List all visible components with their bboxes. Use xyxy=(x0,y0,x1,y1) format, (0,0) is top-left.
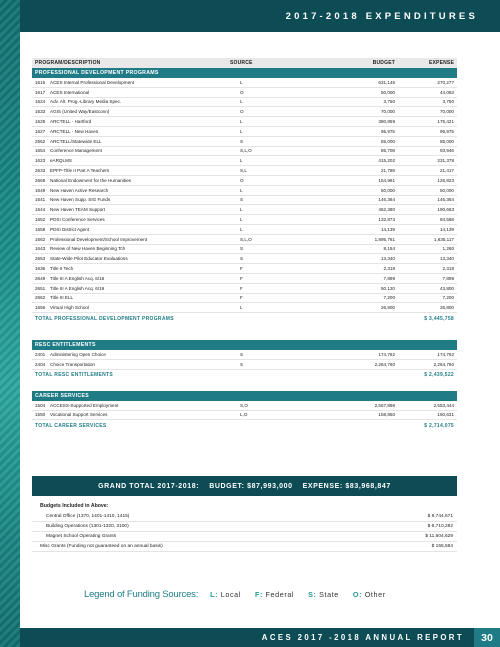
budget-value: 8,154 xyxy=(383,246,395,252)
expense-value: 50,000 xyxy=(439,187,454,193)
budgets-heading: Budgets Included in Above: xyxy=(40,503,109,509)
program-description: New Haven Active Research xyxy=(50,187,109,193)
budget-item xyxy=(32,522,457,532)
program-code: 1654 xyxy=(35,148,46,154)
program-description: Choice Transportation xyxy=(50,361,95,367)
expense-value: 2,318 xyxy=(442,266,454,272)
expense-value: 93,946 xyxy=(439,148,454,154)
legend-item xyxy=(353,590,386,599)
legend-key: O: xyxy=(352,589,363,599)
program-description: eARQLMS xyxy=(50,158,72,164)
budget-value: 2,264,760 xyxy=(374,361,395,367)
expense-value: 270,277 xyxy=(437,79,454,85)
funding-source: L xyxy=(240,226,243,232)
table-row xyxy=(32,401,457,411)
table-row xyxy=(32,215,457,225)
program-description: ACES International xyxy=(50,89,90,95)
page-title: 2017-2018 EXPENDITURES xyxy=(285,10,478,22)
program-code: 1633 xyxy=(35,109,46,115)
table-row xyxy=(32,156,457,166)
expense-value: 85,000 xyxy=(439,138,454,144)
expense-value: 21,417 xyxy=(439,168,454,174)
funding-source: L xyxy=(240,187,243,193)
program-description: PDSI District Agent xyxy=(50,226,90,232)
funding-source: F xyxy=(240,295,243,301)
expense-value: 160,631 xyxy=(437,412,454,418)
program-description: State-Wide Pilot Educator Evaluations xyxy=(50,256,128,262)
table-row xyxy=(32,196,457,206)
grand-total-expense: EXPENSE: $83,968,847 xyxy=(302,482,391,490)
table-row xyxy=(32,350,457,360)
budget-items xyxy=(32,512,457,552)
program-description: Title II Tech xyxy=(50,266,74,272)
table-row xyxy=(32,88,457,98)
legend-title: Legend of Funding Sources: xyxy=(84,588,199,600)
funding-source: S xyxy=(240,256,244,262)
funding-legend xyxy=(84,587,386,601)
funding-source: L xyxy=(240,217,243,223)
budget-value: 2,318 xyxy=(383,266,395,272)
funding-source: L,O xyxy=(240,412,248,418)
budget-item xyxy=(32,542,457,552)
expense-value: 26,800 xyxy=(439,305,454,311)
legend-key: F: xyxy=(254,589,263,599)
expense-value: 2,264,760 xyxy=(433,361,454,367)
section-total-label: TOTAL PROFESSIONAL DEVELOPMENT PROGRAMS xyxy=(35,315,174,322)
program-description: Adv. Alt. Prog.-Library Media Spec. xyxy=(50,99,122,105)
budget-value: 85,000 xyxy=(380,138,395,144)
column-source: SOURCE xyxy=(230,60,253,66)
expense-value: 44,063 xyxy=(439,89,454,95)
funding-source: F xyxy=(240,266,243,272)
program-description: Administering Open Choice xyxy=(50,352,106,358)
table-row xyxy=(32,294,457,304)
funding-source: L xyxy=(240,99,243,105)
table-row xyxy=(32,254,457,264)
budget-item-value: $ 11,604,629 xyxy=(425,534,453,539)
expense-value: 146,364 xyxy=(437,197,454,203)
table-row xyxy=(32,147,457,157)
table-row xyxy=(32,284,457,294)
budget-value: 3,750 xyxy=(383,99,395,105)
funding-source: L xyxy=(240,305,243,311)
budget-item-value: $ 8,744,671 xyxy=(427,514,453,519)
section-header: RESC ENTITLEMENTS xyxy=(32,340,457,350)
program-code: 2653 xyxy=(35,256,46,262)
table-row xyxy=(32,264,457,274)
legend-key: L: xyxy=(210,589,219,599)
budget-value: 85,708 xyxy=(380,148,395,154)
funding-source: S xyxy=(240,352,244,358)
expenditure-table xyxy=(32,58,457,431)
table-row xyxy=(32,411,457,421)
expense-value: 84,568 xyxy=(439,217,454,223)
table-row xyxy=(32,186,457,196)
funding-source: F xyxy=(240,275,243,281)
funding-source: S,O xyxy=(240,402,248,408)
funding-source: L xyxy=(240,128,243,134)
section-header: CAREER SERVICES xyxy=(32,391,457,401)
program-code: 1652 xyxy=(35,217,46,223)
funding-source: S xyxy=(240,138,244,144)
column-program: PROGRAM/DESCRIPTION xyxy=(35,60,101,66)
expense-value: 1,635,117 xyxy=(433,236,454,242)
section-total-label: TOTAL RESC ENTITLEMENTS xyxy=(35,372,114,379)
table-row xyxy=(32,78,457,88)
grand-total-budget: BUDGET: $87,993,000 xyxy=(209,482,293,490)
sections-container xyxy=(32,68,457,431)
budget-value: 631,146 xyxy=(378,79,395,85)
expense-value: 95,975 xyxy=(439,128,454,134)
program-code: 2662 xyxy=(35,138,46,144)
footer-text: ACES 2017 -2018 ANNUAL REPORT xyxy=(261,633,464,642)
budget-value: 13,340 xyxy=(380,256,395,262)
expense-value: 2,553,444 xyxy=(433,402,454,408)
table-row xyxy=(32,117,457,127)
expense-value: 14,139 xyxy=(439,226,454,232)
grand-total-label: GRAND TOTAL 2017-2018: xyxy=(98,482,200,490)
budget-item xyxy=(32,532,457,542)
program-description: EPFP-Title II Part A Teachers xyxy=(50,168,110,174)
budget-value: 50,000 xyxy=(380,89,395,95)
page-footer xyxy=(20,628,500,647)
program-code: 2401 xyxy=(35,352,46,358)
budget-value: 462,380 xyxy=(378,207,395,213)
section-spacer xyxy=(32,324,457,340)
table-row xyxy=(32,107,457,117)
program-description: Professional Development/School Improvement xyxy=(50,236,148,242)
grand-total-banner xyxy=(32,476,457,496)
program-description: ARCTELL/Statewide ELL xyxy=(50,138,102,144)
budget-item-label: Central Office (1370, 1401-1410, 1415) xyxy=(46,514,130,519)
section-total-value: $ 2,439,522 xyxy=(424,372,454,379)
table-row xyxy=(32,360,457,370)
program-code: 2662 xyxy=(35,295,46,301)
program-code: 1644 xyxy=(35,207,46,213)
expense-value: 13,340 xyxy=(439,256,454,262)
program-code: 2404 xyxy=(35,361,46,367)
program-code: 2649 xyxy=(35,275,46,281)
budgets-included xyxy=(32,500,457,552)
expense-value: 7,899 xyxy=(442,275,454,281)
table-row xyxy=(32,303,457,313)
legend-key: S: xyxy=(308,589,317,599)
table-row xyxy=(32,274,457,284)
program-description: ARCTELL - Hartford xyxy=(50,119,92,125)
program-description: New Haven Supp. SIG Funds xyxy=(50,197,111,203)
funding-source: S,L,O xyxy=(240,236,252,242)
program-description: ACES Internal Professional Development xyxy=(50,79,135,85)
funding-source: O xyxy=(240,109,244,115)
table-row xyxy=(32,98,457,108)
budget-item xyxy=(32,512,457,522)
program-description: AGIS (United Way/Eastconn) xyxy=(50,109,110,115)
program-code: 1649 xyxy=(35,187,46,193)
section-total-label: TOTAL CAREER SERVICES xyxy=(35,422,107,429)
section-total xyxy=(32,370,457,381)
table-row xyxy=(32,205,457,215)
budget-item-value: $ 155,584 xyxy=(431,544,453,549)
section-spacer xyxy=(32,381,457,391)
table-row xyxy=(32,127,457,137)
funding-source: L xyxy=(240,79,243,85)
legend-label: Federal xyxy=(265,589,295,599)
program-code: 1504 xyxy=(35,402,46,408)
program-code: 1627 xyxy=(35,128,46,134)
table-row xyxy=(32,137,457,147)
funding-source: O xyxy=(240,89,244,95)
funding-source: F xyxy=(240,285,243,291)
program-code: 1641 xyxy=(35,197,46,203)
budget-item-label: Misc Grants (Funding not guaranteed on an annual basis) xyxy=(40,544,163,549)
program-code: 1623 xyxy=(35,158,46,164)
budget-value: 14,139 xyxy=(380,226,395,232)
page-title-bar xyxy=(20,0,500,32)
page-number: 30 xyxy=(474,628,500,647)
budget-value: 1,895,761 xyxy=(374,236,395,242)
table-row xyxy=(32,245,457,255)
program-description: Title III ELL xyxy=(50,295,74,301)
budget-item-label: Magnet School Operating Grants xyxy=(46,534,117,539)
program-code: 2668 xyxy=(35,177,46,183)
budget-value: 2,557,898 xyxy=(374,402,395,408)
budget-value: 7,899 xyxy=(383,275,395,281)
expense-value: 174,762 xyxy=(437,352,454,358)
column-budget: BUDGET xyxy=(372,60,395,66)
budget-value: 380,859 xyxy=(378,119,395,125)
program-description: ACCESS-Supported Employment xyxy=(50,402,119,408)
legend-item xyxy=(210,590,241,599)
legend-items xyxy=(210,590,386,599)
program-description: Conference Management xyxy=(50,148,102,154)
program-code: 2633 xyxy=(35,168,46,174)
column-expense: EXPENSE xyxy=(428,60,454,66)
legend-item xyxy=(255,590,294,599)
budget-value: 7,200 xyxy=(383,295,395,301)
budget-item-label: Building Operations (1301-1320, 3100) xyxy=(46,524,129,529)
section-total-value: $ 2,714,075 xyxy=(424,422,454,429)
program-description: Virtual High School xyxy=(50,305,89,311)
expense-value: 175,421 xyxy=(437,119,454,125)
expense-value: 3,750 xyxy=(442,99,454,105)
budget-value: 146,364 xyxy=(378,197,395,203)
budget-value: 158,850 xyxy=(378,412,395,418)
program-description: New Haven TEAM Support xyxy=(50,207,106,213)
funding-source: S,L,O xyxy=(240,148,252,154)
program-description: Title III A English Acq. 6/19 xyxy=(50,285,105,291)
program-code: 1658 xyxy=(35,226,46,232)
program-code: 1624 xyxy=(35,99,46,105)
program-code: 2651 xyxy=(35,285,46,291)
budget-value: 26,800 xyxy=(380,305,395,311)
section-total-value: $ 3,445,758 xyxy=(424,315,454,322)
program-description: Title III A English Acq. 6/18 xyxy=(50,275,105,281)
expense-value: 7,200 xyxy=(442,295,454,301)
funding-source: S,L xyxy=(240,168,247,174)
table-row xyxy=(32,176,457,186)
budget-value: 174,762 xyxy=(378,352,395,358)
funding-source: L xyxy=(240,158,243,164)
column-header-row xyxy=(32,58,457,68)
expense-value: 126,823 xyxy=(437,177,454,183)
expense-value: 190,663 xyxy=(437,207,454,213)
expense-value: 1,260 xyxy=(442,246,454,252)
legend-label: State xyxy=(319,589,339,599)
program-description: PDSI Conference Services xyxy=(50,217,105,223)
program-description: ARCTELL - New Haven xyxy=(50,128,99,134)
funding-source: S xyxy=(240,197,244,203)
program-code: 1636 xyxy=(35,266,46,272)
budget-value: 154,981 xyxy=(378,177,395,183)
table-row xyxy=(32,166,457,176)
legend-label: Local xyxy=(220,589,241,599)
program-code: 1656 xyxy=(35,305,46,311)
budget-value: 50,120 xyxy=(380,285,395,291)
section-total xyxy=(32,313,457,324)
program-code: 1625 xyxy=(35,119,46,125)
program-code: 1643 xyxy=(35,246,46,252)
budget-value: 50,000 xyxy=(380,187,395,193)
budget-value: 95,975 xyxy=(380,128,395,134)
budget-value: 70,000 xyxy=(380,109,395,115)
funding-source: S xyxy=(240,361,244,367)
budget-value: 132,873 xyxy=(378,217,395,223)
program-description: Vocational Support Services xyxy=(50,412,108,418)
budget-value: 415,202 xyxy=(378,158,395,164)
expense-value: 231,378 xyxy=(437,158,454,164)
program-code: 1616 xyxy=(35,79,46,85)
expense-value: 70,000 xyxy=(439,109,454,115)
funding-source: O xyxy=(240,177,244,183)
funding-source: S xyxy=(240,246,244,252)
expense-value: 43,800 xyxy=(439,285,454,291)
legend-label: Other xyxy=(364,589,386,599)
program-code: 1550 xyxy=(35,412,46,418)
decorative-sidebar xyxy=(0,0,20,647)
funding-source: L xyxy=(240,119,243,125)
program-description: National Endowment for the Humanities xyxy=(50,177,131,183)
budget-value: 21,789 xyxy=(380,168,395,174)
table-row xyxy=(32,235,457,245)
program-code: 1617 xyxy=(35,89,46,95)
program-code: 1662 xyxy=(35,236,46,242)
section-total xyxy=(32,420,457,431)
table-row xyxy=(32,225,457,235)
funding-source: L xyxy=(240,207,243,213)
budget-item-value: $ 6,710,282 xyxy=(427,524,453,529)
legend-item xyxy=(308,590,339,599)
section-header: PROFESSIONAL DEVELOPMENT PROGRAMS xyxy=(32,68,457,78)
program-description: Review of New Haven Beginning Tch xyxy=(50,246,126,252)
